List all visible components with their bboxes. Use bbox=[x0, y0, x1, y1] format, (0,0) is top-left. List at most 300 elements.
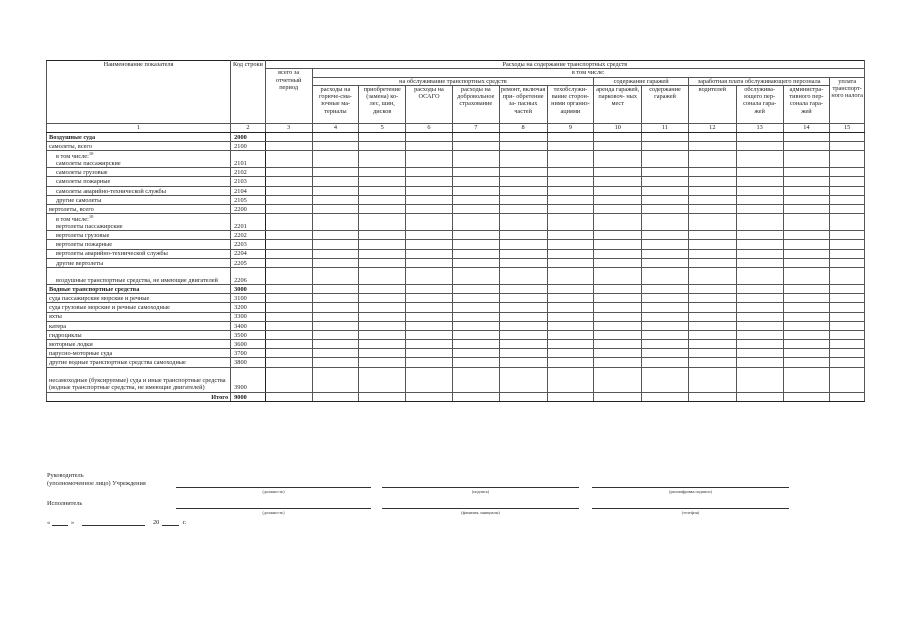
value-cell[interactable] bbox=[830, 392, 865, 401]
value-cell[interactable] bbox=[783, 249, 830, 258]
value-cell[interactable] bbox=[642, 186, 689, 195]
value-cell[interactable] bbox=[406, 214, 453, 231]
value-cell[interactable] bbox=[736, 168, 783, 177]
value-cell[interactable] bbox=[452, 168, 499, 177]
value-cell[interactable] bbox=[830, 267, 865, 284]
value-cell[interactable] bbox=[312, 195, 359, 204]
value-cell[interactable] bbox=[265, 132, 312, 141]
value-cell[interactable] bbox=[830, 284, 865, 293]
value-cell[interactable] bbox=[688, 330, 736, 339]
value-cell[interactable] bbox=[688, 321, 736, 330]
value-cell[interactable] bbox=[406, 132, 453, 141]
value-cell[interactable] bbox=[688, 231, 736, 240]
value-cell[interactable] bbox=[265, 358, 312, 367]
value-cell[interactable] bbox=[312, 284, 359, 293]
value-cell[interactable] bbox=[736, 303, 783, 312]
value-cell[interactable] bbox=[594, 358, 642, 367]
value-cell[interactable] bbox=[265, 349, 312, 358]
value-cell[interactable] bbox=[499, 358, 547, 367]
value-cell[interactable] bbox=[406, 349, 453, 358]
value-cell[interactable] bbox=[594, 294, 642, 303]
value-cell[interactable] bbox=[452, 231, 499, 240]
value-cell[interactable] bbox=[359, 294, 406, 303]
value-cell[interactable] bbox=[406, 195, 453, 204]
value-cell[interactable] bbox=[783, 340, 830, 349]
value-cell[interactable] bbox=[830, 258, 865, 267]
value-cell[interactable] bbox=[499, 303, 547, 312]
value-cell[interactable] bbox=[547, 186, 594, 195]
value-cell[interactable] bbox=[312, 177, 359, 186]
value-cell[interactable] bbox=[830, 186, 865, 195]
value-cell[interactable] bbox=[736, 367, 783, 392]
value-cell[interactable] bbox=[359, 330, 406, 339]
value-cell[interactable] bbox=[642, 312, 689, 321]
value-cell[interactable] bbox=[265, 177, 312, 186]
value-cell[interactable] bbox=[406, 267, 453, 284]
value-cell[interactable] bbox=[359, 195, 406, 204]
value-cell[interactable] bbox=[499, 349, 547, 358]
value-cell[interactable] bbox=[783, 330, 830, 339]
value-cell[interactable] bbox=[312, 392, 359, 401]
value-cell[interactable] bbox=[783, 258, 830, 267]
value-cell[interactable] bbox=[688, 349, 736, 358]
value-cell[interactable] bbox=[642, 231, 689, 240]
value-cell[interactable] bbox=[312, 358, 359, 367]
value-cell[interactable] bbox=[547, 240, 594, 249]
value-cell[interactable] bbox=[688, 367, 736, 392]
value-cell[interactable] bbox=[265, 321, 312, 330]
value-cell[interactable] bbox=[594, 231, 642, 240]
value-cell[interactable] bbox=[312, 240, 359, 249]
value-cell[interactable] bbox=[406, 312, 453, 321]
value-cell[interactable] bbox=[265, 240, 312, 249]
value-cell[interactable] bbox=[499, 267, 547, 284]
value-cell[interactable] bbox=[783, 214, 830, 231]
position-line[interactable] bbox=[176, 487, 371, 488]
value-cell[interactable] bbox=[452, 240, 499, 249]
value-cell[interactable] bbox=[499, 151, 547, 168]
date-month-line[interactable] bbox=[82, 525, 145, 526]
value-cell[interactable] bbox=[642, 267, 689, 284]
value-cell[interactable] bbox=[830, 340, 865, 349]
value-cell[interactable] bbox=[499, 214, 547, 231]
value-cell[interactable] bbox=[265, 367, 312, 392]
value-cell[interactable] bbox=[359, 249, 406, 258]
value-cell[interactable] bbox=[594, 321, 642, 330]
value-cell[interactable] bbox=[830, 205, 865, 214]
value-cell[interactable] bbox=[547, 168, 594, 177]
value-cell[interactable] bbox=[452, 132, 499, 141]
value-cell[interactable] bbox=[452, 312, 499, 321]
value-cell[interactable] bbox=[594, 340, 642, 349]
value-cell[interactable] bbox=[359, 349, 406, 358]
value-cell[interactable] bbox=[688, 205, 736, 214]
value-cell[interactable] bbox=[359, 231, 406, 240]
value-cell[interactable] bbox=[783, 142, 830, 151]
value-cell[interactable] bbox=[642, 258, 689, 267]
value-cell[interactable] bbox=[783, 312, 830, 321]
value-cell[interactable] bbox=[830, 321, 865, 330]
value-cell[interactable] bbox=[452, 367, 499, 392]
value-cell[interactable] bbox=[594, 312, 642, 321]
signature-line[interactable] bbox=[382, 487, 579, 488]
value-cell[interactable] bbox=[594, 195, 642, 204]
value-cell[interactable] bbox=[594, 330, 642, 339]
value-cell[interactable] bbox=[265, 340, 312, 349]
value-cell[interactable] bbox=[783, 284, 830, 293]
value-cell[interactable] bbox=[452, 267, 499, 284]
date-day-line[interactable] bbox=[52, 525, 68, 526]
value-cell[interactable] bbox=[642, 142, 689, 151]
value-cell[interactable] bbox=[452, 258, 499, 267]
value-cell[interactable] bbox=[547, 294, 594, 303]
value-cell[interactable] bbox=[406, 258, 453, 267]
value-cell[interactable] bbox=[312, 321, 359, 330]
value-cell[interactable] bbox=[830, 294, 865, 303]
value-cell[interactable] bbox=[642, 240, 689, 249]
value-cell[interactable] bbox=[452, 214, 499, 231]
executor-phone-line[interactable] bbox=[592, 508, 789, 509]
value-cell[interactable] bbox=[688, 168, 736, 177]
value-cell[interactable] bbox=[830, 214, 865, 231]
decode-line[interactable] bbox=[592, 487, 789, 488]
value-cell[interactable] bbox=[830, 358, 865, 367]
value-cell[interactable] bbox=[688, 151, 736, 168]
value-cell[interactable] bbox=[688, 258, 736, 267]
value-cell[interactable] bbox=[594, 214, 642, 231]
value-cell[interactable] bbox=[452, 321, 499, 330]
value-cell[interactable] bbox=[642, 132, 689, 141]
value-cell[interactable] bbox=[736, 267, 783, 284]
value-cell[interactable] bbox=[452, 349, 499, 358]
value-cell[interactable] bbox=[406, 168, 453, 177]
value-cell[interactable] bbox=[830, 312, 865, 321]
value-cell[interactable] bbox=[642, 284, 689, 293]
value-cell[interactable] bbox=[312, 132, 359, 141]
value-cell[interactable] bbox=[265, 330, 312, 339]
value-cell[interactable] bbox=[359, 151, 406, 168]
value-cell[interactable] bbox=[265, 142, 312, 151]
value-cell[interactable] bbox=[265, 294, 312, 303]
value-cell[interactable] bbox=[830, 330, 865, 339]
value-cell[interactable] bbox=[499, 177, 547, 186]
value-cell[interactable] bbox=[452, 330, 499, 339]
value-cell[interactable] bbox=[359, 303, 406, 312]
value-cell[interactable] bbox=[547, 231, 594, 240]
value-cell[interactable] bbox=[688, 132, 736, 141]
value-cell[interactable] bbox=[594, 249, 642, 258]
value-cell[interactable] bbox=[688, 214, 736, 231]
value-cell[interactable] bbox=[547, 142, 594, 151]
value-cell[interactable] bbox=[830, 367, 865, 392]
value-cell[interactable] bbox=[594, 267, 642, 284]
value-cell[interactable] bbox=[736, 284, 783, 293]
value-cell[interactable] bbox=[783, 294, 830, 303]
value-cell[interactable] bbox=[452, 294, 499, 303]
value-cell[interactable] bbox=[406, 284, 453, 293]
value-cell[interactable] bbox=[688, 284, 736, 293]
value-cell[interactable] bbox=[736, 321, 783, 330]
value-cell[interactable] bbox=[688, 186, 736, 195]
value-cell[interactable] bbox=[312, 231, 359, 240]
value-cell[interactable] bbox=[783, 240, 830, 249]
value-cell[interactable] bbox=[594, 258, 642, 267]
value-cell[interactable] bbox=[547, 267, 594, 284]
value-cell[interactable] bbox=[594, 168, 642, 177]
value-cell[interactable] bbox=[547, 258, 594, 267]
value-cell[interactable] bbox=[406, 321, 453, 330]
value-cell[interactable] bbox=[452, 249, 499, 258]
value-cell[interactable] bbox=[594, 367, 642, 392]
value-cell[interactable] bbox=[736, 294, 783, 303]
value-cell[interactable] bbox=[499, 186, 547, 195]
value-cell[interactable] bbox=[499, 340, 547, 349]
value-cell[interactable] bbox=[594, 240, 642, 249]
value-cell[interactable] bbox=[359, 168, 406, 177]
value-cell[interactable] bbox=[736, 240, 783, 249]
value-cell[interactable] bbox=[830, 303, 865, 312]
value-cell[interactable] bbox=[265, 195, 312, 204]
value-cell[interactable] bbox=[736, 205, 783, 214]
value-cell[interactable] bbox=[452, 392, 499, 401]
value-cell[interactable] bbox=[499, 294, 547, 303]
value-cell[interactable] bbox=[594, 349, 642, 358]
value-cell[interactable] bbox=[736, 132, 783, 141]
value-cell[interactable] bbox=[688, 142, 736, 151]
value-cell[interactable] bbox=[312, 168, 359, 177]
value-cell[interactable] bbox=[499, 231, 547, 240]
value-cell[interactable] bbox=[406, 151, 453, 168]
value-cell[interactable] bbox=[547, 284, 594, 293]
value-cell[interactable] bbox=[312, 312, 359, 321]
value-cell[interactable] bbox=[406, 303, 453, 312]
value-cell[interactable] bbox=[499, 168, 547, 177]
value-cell[interactable] bbox=[783, 195, 830, 204]
value-cell[interactable] bbox=[406, 205, 453, 214]
value-cell[interactable] bbox=[406, 294, 453, 303]
value-cell[interactable] bbox=[499, 205, 547, 214]
value-cell[interactable] bbox=[499, 312, 547, 321]
value-cell[interactable] bbox=[359, 186, 406, 195]
value-cell[interactable] bbox=[594, 142, 642, 151]
value-cell[interactable] bbox=[452, 205, 499, 214]
value-cell[interactable] bbox=[688, 312, 736, 321]
value-cell[interactable] bbox=[547, 249, 594, 258]
value-cell[interactable] bbox=[783, 267, 830, 284]
value-cell[interactable] bbox=[406, 249, 453, 258]
value-cell[interactable] bbox=[594, 151, 642, 168]
value-cell[interactable] bbox=[499, 367, 547, 392]
value-cell[interactable] bbox=[830, 177, 865, 186]
value-cell[interactable] bbox=[642, 349, 689, 358]
value-cell[interactable] bbox=[265, 312, 312, 321]
value-cell[interactable] bbox=[265, 205, 312, 214]
value-cell[interactable] bbox=[452, 340, 499, 349]
value-cell[interactable] bbox=[642, 249, 689, 258]
value-cell[interactable] bbox=[359, 312, 406, 321]
value-cell[interactable] bbox=[830, 240, 865, 249]
value-cell[interactable] bbox=[359, 177, 406, 186]
value-cell[interactable] bbox=[452, 177, 499, 186]
value-cell[interactable] bbox=[406, 177, 453, 186]
value-cell[interactable] bbox=[783, 186, 830, 195]
value-cell[interactable] bbox=[312, 151, 359, 168]
value-cell[interactable] bbox=[452, 284, 499, 293]
value-cell[interactable] bbox=[547, 367, 594, 392]
value-cell[interactable] bbox=[736, 249, 783, 258]
value-cell[interactable] bbox=[642, 340, 689, 349]
value-cell[interactable] bbox=[547, 195, 594, 204]
value-cell[interactable] bbox=[547, 340, 594, 349]
value-cell[interactable] bbox=[642, 294, 689, 303]
value-cell[interactable] bbox=[265, 284, 312, 293]
value-cell[interactable] bbox=[265, 303, 312, 312]
value-cell[interactable] bbox=[452, 358, 499, 367]
executor-name-line[interactable] bbox=[382, 508, 579, 509]
date-year-line[interactable] bbox=[162, 525, 179, 526]
value-cell[interactable] bbox=[547, 392, 594, 401]
value-cell[interactable] bbox=[783, 349, 830, 358]
value-cell[interactable] bbox=[359, 358, 406, 367]
value-cell[interactable] bbox=[594, 392, 642, 401]
executor-position-line[interactable] bbox=[176, 508, 371, 509]
value-cell[interactable] bbox=[547, 321, 594, 330]
value-cell[interactable] bbox=[406, 330, 453, 339]
value-cell[interactable] bbox=[499, 249, 547, 258]
value-cell[interactable] bbox=[452, 195, 499, 204]
value-cell[interactable] bbox=[642, 367, 689, 392]
value-cell[interactable] bbox=[783, 151, 830, 168]
value-cell[interactable] bbox=[830, 249, 865, 258]
value-cell[interactable] bbox=[783, 205, 830, 214]
value-cell[interactable] bbox=[265, 249, 312, 258]
value-cell[interactable] bbox=[783, 177, 830, 186]
value-cell[interactable] bbox=[359, 321, 406, 330]
value-cell[interactable] bbox=[736, 231, 783, 240]
value-cell[interactable] bbox=[406, 231, 453, 240]
value-cell[interactable] bbox=[642, 177, 689, 186]
value-cell[interactable] bbox=[688, 392, 736, 401]
value-cell[interactable] bbox=[499, 321, 547, 330]
value-cell[interactable] bbox=[642, 151, 689, 168]
value-cell[interactable] bbox=[312, 340, 359, 349]
value-cell[interactable] bbox=[783, 303, 830, 312]
value-cell[interactable] bbox=[688, 340, 736, 349]
value-cell[interactable] bbox=[830, 142, 865, 151]
value-cell[interactable] bbox=[642, 205, 689, 214]
value-cell[interactable] bbox=[312, 214, 359, 231]
value-cell[interactable] bbox=[406, 186, 453, 195]
value-cell[interactable] bbox=[783, 321, 830, 330]
value-cell[interactable] bbox=[736, 142, 783, 151]
value-cell[interactable] bbox=[265, 151, 312, 168]
value-cell[interactable] bbox=[736, 195, 783, 204]
value-cell[interactable] bbox=[783, 132, 830, 141]
value-cell[interactable] bbox=[736, 358, 783, 367]
value-cell[interactable] bbox=[312, 303, 359, 312]
value-cell[interactable] bbox=[265, 258, 312, 267]
value-cell[interactable] bbox=[547, 177, 594, 186]
value-cell[interactable] bbox=[359, 240, 406, 249]
value-cell[interactable] bbox=[452, 186, 499, 195]
value-cell[interactable] bbox=[359, 367, 406, 392]
value-cell[interactable] bbox=[783, 168, 830, 177]
value-cell[interactable] bbox=[688, 240, 736, 249]
value-cell[interactable] bbox=[265, 392, 312, 401]
value-cell[interactable] bbox=[359, 284, 406, 293]
value-cell[interactable] bbox=[688, 267, 736, 284]
value-cell[interactable] bbox=[736, 214, 783, 231]
value-cell[interactable] bbox=[406, 392, 453, 401]
value-cell[interactable] bbox=[736, 340, 783, 349]
value-cell[interactable] bbox=[312, 258, 359, 267]
value-cell[interactable] bbox=[736, 392, 783, 401]
value-cell[interactable] bbox=[406, 240, 453, 249]
value-cell[interactable] bbox=[547, 303, 594, 312]
value-cell[interactable] bbox=[406, 340, 453, 349]
value-cell[interactable] bbox=[312, 367, 359, 392]
value-cell[interactable] bbox=[312, 186, 359, 195]
value-cell[interactable] bbox=[499, 132, 547, 141]
value-cell[interactable] bbox=[547, 330, 594, 339]
value-cell[interactable] bbox=[736, 312, 783, 321]
value-cell[interactable] bbox=[547, 205, 594, 214]
value-cell[interactable] bbox=[688, 177, 736, 186]
value-cell[interactable] bbox=[642, 392, 689, 401]
value-cell[interactable] bbox=[406, 142, 453, 151]
value-cell[interactable] bbox=[265, 168, 312, 177]
value-cell[interactable] bbox=[594, 284, 642, 293]
value-cell[interactable] bbox=[594, 186, 642, 195]
value-cell[interactable] bbox=[312, 205, 359, 214]
value-cell[interactable] bbox=[359, 340, 406, 349]
value-cell[interactable] bbox=[312, 294, 359, 303]
value-cell[interactable] bbox=[499, 284, 547, 293]
value-cell[interactable] bbox=[359, 142, 406, 151]
value-cell[interactable] bbox=[688, 195, 736, 204]
value-cell[interactable] bbox=[642, 195, 689, 204]
value-cell[interactable] bbox=[830, 132, 865, 141]
value-cell[interactable] bbox=[359, 214, 406, 231]
value-cell[interactable] bbox=[406, 358, 453, 367]
value-cell[interactable] bbox=[736, 177, 783, 186]
value-cell[interactable] bbox=[359, 205, 406, 214]
value-cell[interactable] bbox=[830, 231, 865, 240]
value-cell[interactable] bbox=[594, 177, 642, 186]
value-cell[interactable] bbox=[312, 249, 359, 258]
value-cell[interactable] bbox=[359, 258, 406, 267]
value-cell[interactable] bbox=[312, 330, 359, 339]
value-cell[interactable] bbox=[265, 214, 312, 231]
value-cell[interactable] bbox=[736, 186, 783, 195]
value-cell[interactable] bbox=[499, 240, 547, 249]
value-cell[interactable] bbox=[783, 392, 830, 401]
value-cell[interactable] bbox=[547, 151, 594, 168]
value-cell[interactable] bbox=[736, 330, 783, 339]
value-cell[interactable] bbox=[688, 303, 736, 312]
value-cell[interactable] bbox=[265, 231, 312, 240]
value-cell[interactable] bbox=[452, 142, 499, 151]
value-cell[interactable] bbox=[736, 258, 783, 267]
value-cell[interactable] bbox=[499, 392, 547, 401]
value-cell[interactable] bbox=[406, 367, 453, 392]
value-cell[interactable] bbox=[499, 258, 547, 267]
value-cell[interactable] bbox=[688, 358, 736, 367]
value-cell[interactable] bbox=[736, 349, 783, 358]
value-cell[interactable] bbox=[642, 303, 689, 312]
value-cell[interactable] bbox=[830, 349, 865, 358]
value-cell[interactable] bbox=[642, 330, 689, 339]
